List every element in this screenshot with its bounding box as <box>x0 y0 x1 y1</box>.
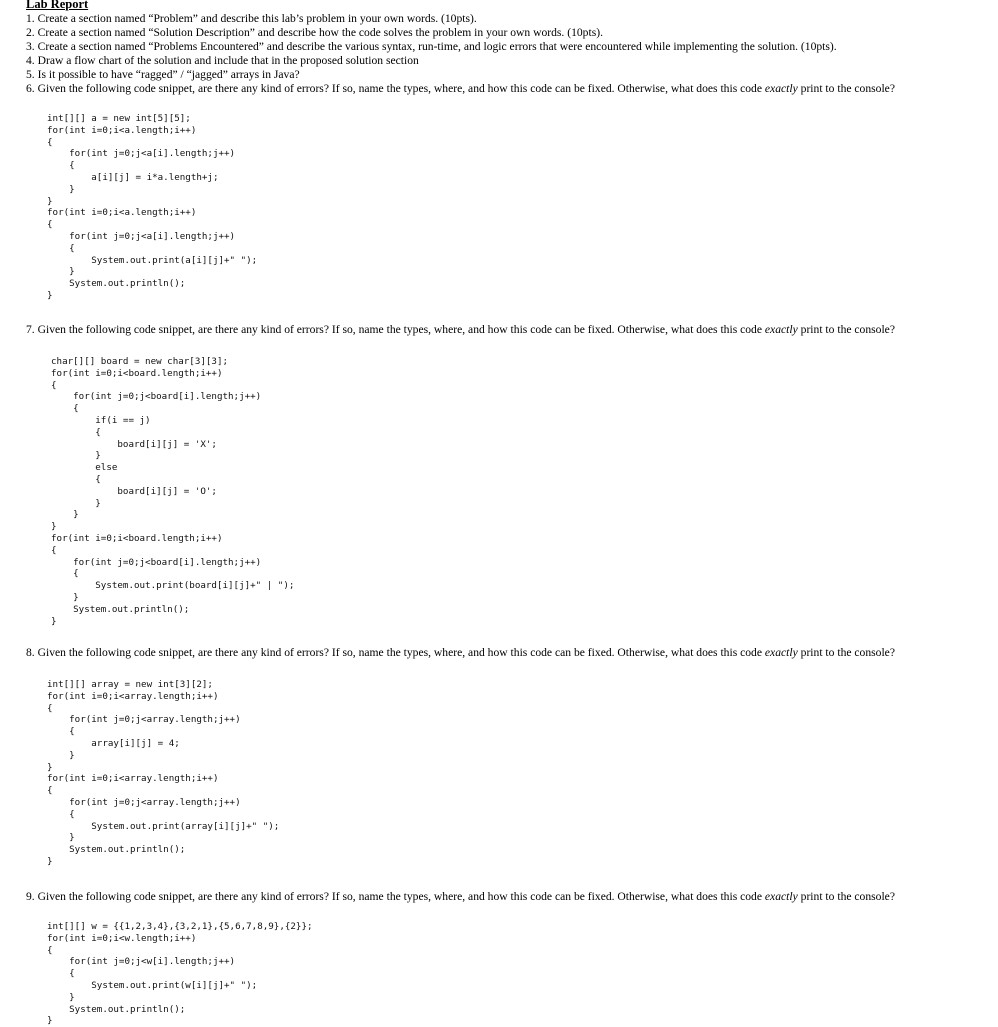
code-line: for(int j=0;j<w[i].length;j++) <box>47 956 236 968</box>
question-emphasis: exactly <box>764 323 798 336</box>
code-line: } <box>47 832 75 844</box>
code-line: int[][] a = new int[5][5]; <box>47 113 191 124</box>
code-line: } <box>51 521 57 533</box>
code-line: for(int j=0;j<array.length;j++) <box>47 714 241 726</box>
code-line: } <box>51 615 57 627</box>
code-line: { <box>51 544 57 556</box>
code-line: for(int i=0;i<board.length;i++) <box>51 367 223 379</box>
code-line: if(i == j) <box>51 414 151 426</box>
question-9 <box>26 890 895 903</box>
question-text: Given the following code snippet, are there any kind of errors? If so, name the types, where, and how this code can be fixed. Otherwise, what does this code <box>37 646 762 659</box>
code-line: } <box>47 761 53 773</box>
code-line: { <box>47 160 75 172</box>
instruction-item: 1. Create a section named “Problem” and describe this lab’s problem in your own words. (10pts). <box>26 12 477 25</box>
code-line: { <box>47 785 53 797</box>
question-8 <box>26 646 895 659</box>
code-line: { <box>47 968 75 980</box>
question-text-end: print to the console? <box>800 323 895 336</box>
code-line: System.out.print(array[i][j]+" "); <box>47 820 280 832</box>
question-number: 8. <box>26 646 35 659</box>
page-title: Lab Report <box>26 0 89 11</box>
code-line: { <box>51 426 101 438</box>
code-block-q7 <box>51 356 294 627</box>
code-line: System.out.println(); <box>47 1003 186 1015</box>
question-text: Given the following code snippet, are there any kind of errors? If so, name the types, where, and how this code can be fixed. Otherwise, what does this code <box>37 323 762 336</box>
code-line: } <box>47 183 75 195</box>
question-number: 9. <box>26 890 35 903</box>
code-line: System.out.print(board[i][j]+" | "); <box>51 580 295 592</box>
question-emphasis: exactly <box>764 890 798 903</box>
code-line: System.out.println(); <box>51 603 190 615</box>
code-line: } <box>51 450 101 462</box>
code-line: for(int j=0;j<array.length;j++) <box>47 796 241 808</box>
code-line: for(int j=0;j<board[i].length;j++) <box>51 556 262 568</box>
question-text-end: print to the console? <box>800 890 895 903</box>
code-line: a[i][j] = i*a.length+j; <box>47 171 219 183</box>
question-text-end: print to the console? <box>800 646 895 659</box>
code-line: int[][] array = new int[3][2]; <box>47 679 213 690</box>
code-line: for(int i=0;i<array.length;i++) <box>47 773 219 785</box>
code-line: { <box>47 808 75 820</box>
code-line: { <box>47 219 53 231</box>
question-text-end: print to the console? <box>800 82 895 95</box>
code-line: { <box>47 944 53 956</box>
question-number: 7. <box>26 323 35 336</box>
code-line: { <box>47 702 53 714</box>
instruction-item: 5. Is it possible to have “ragged” / “jagged” arrays in Java? <box>26 68 300 81</box>
code-line: } <box>47 749 75 761</box>
code-line: for(int i=0;i<a.length;i++) <box>47 207 197 219</box>
code-line: { <box>51 379 57 391</box>
code-block-q8 <box>47 679 279 868</box>
code-line: for(int j=0;j<a[i].length;j++) <box>47 230 236 242</box>
code-line: for(int i=0;i<array.length;i++) <box>47 690 219 702</box>
code-line: System.out.println(); <box>47 844 186 856</box>
question-emphasis: exactly <box>764 646 798 659</box>
code-block-q6 <box>47 113 257 302</box>
code-line: { <box>51 568 79 580</box>
code-line: for(int i=0;i<w.length;i++) <box>47 932 197 944</box>
code-line: for(int j=0;j<board[i].length;j++) <box>51 391 262 403</box>
question-number: 6. <box>26 82 35 95</box>
code-line: System.out.print(a[i][j]+" "); <box>47 254 258 266</box>
code-line: for(int j=0;j<a[i].length;j++) <box>47 148 236 160</box>
code-line: for(int i=0;i<a.length;i++) <box>47 124 197 136</box>
code-line: { <box>51 403 79 415</box>
code-line: } <box>51 591 79 603</box>
code-line: for(int i=0;i<board.length;i++) <box>51 532 223 544</box>
code-line: { <box>47 136 53 148</box>
code-line: } <box>51 497 101 509</box>
question-text: Given the following code snippet, are there any kind of errors? If so, name the types, where, and how this code can be fixed. Otherwise, what does this code <box>37 82 762 95</box>
question-text: Given the following code snippet, are there any kind of errors? If so, name the types, where, and how this code can be fixed. Otherwise, what does this code <box>37 890 762 903</box>
code-block-q9 <box>47 921 313 1027</box>
code-line: { <box>47 726 75 738</box>
code-line: board[i][j] = 'X'; <box>51 438 217 450</box>
code-line: } <box>47 855 53 867</box>
code-line: int[][] w = {{1,2,3,4},{3,2,1},{5,6,7,8,9},{2}}; <box>47 921 313 932</box>
code-line: System.out.println(); <box>47 278 186 290</box>
question-6 <box>26 82 895 95</box>
code-line: } <box>47 991 75 1003</box>
question-7 <box>26 323 895 336</box>
code-line: else <box>51 462 118 474</box>
code-line: { <box>51 473 101 485</box>
instruction-item: 4. Draw a flow chart of the solution and include that in the proposed solution section <box>26 54 419 67</box>
instruction-item: 3. Create a section named “Problems Encountered” and describe the various syntax, run-time, and logic errors that were encountered while implementing the solution. (10pts). <box>26 40 837 53</box>
code-line: char[][] board = new char[3][3]; <box>51 356 229 367</box>
code-line: array[i][j] = 4; <box>47 737 180 749</box>
code-line: { <box>47 242 75 254</box>
code-line: } <box>47 289 53 301</box>
code-line: } <box>47 266 75 278</box>
code-line: System.out.print(w[i][j]+" "); <box>47 979 258 991</box>
question-emphasis: exactly <box>764 82 798 95</box>
instruction-item: 2. Create a section named “Solution Description” and describe how the code solves the problem in your own words. (10pts). <box>26 26 603 39</box>
code-line: } <box>47 1015 53 1027</box>
code-line: board[i][j] = 'O'; <box>51 485 217 497</box>
code-line: } <box>47 195 53 207</box>
code-line: } <box>51 509 79 521</box>
